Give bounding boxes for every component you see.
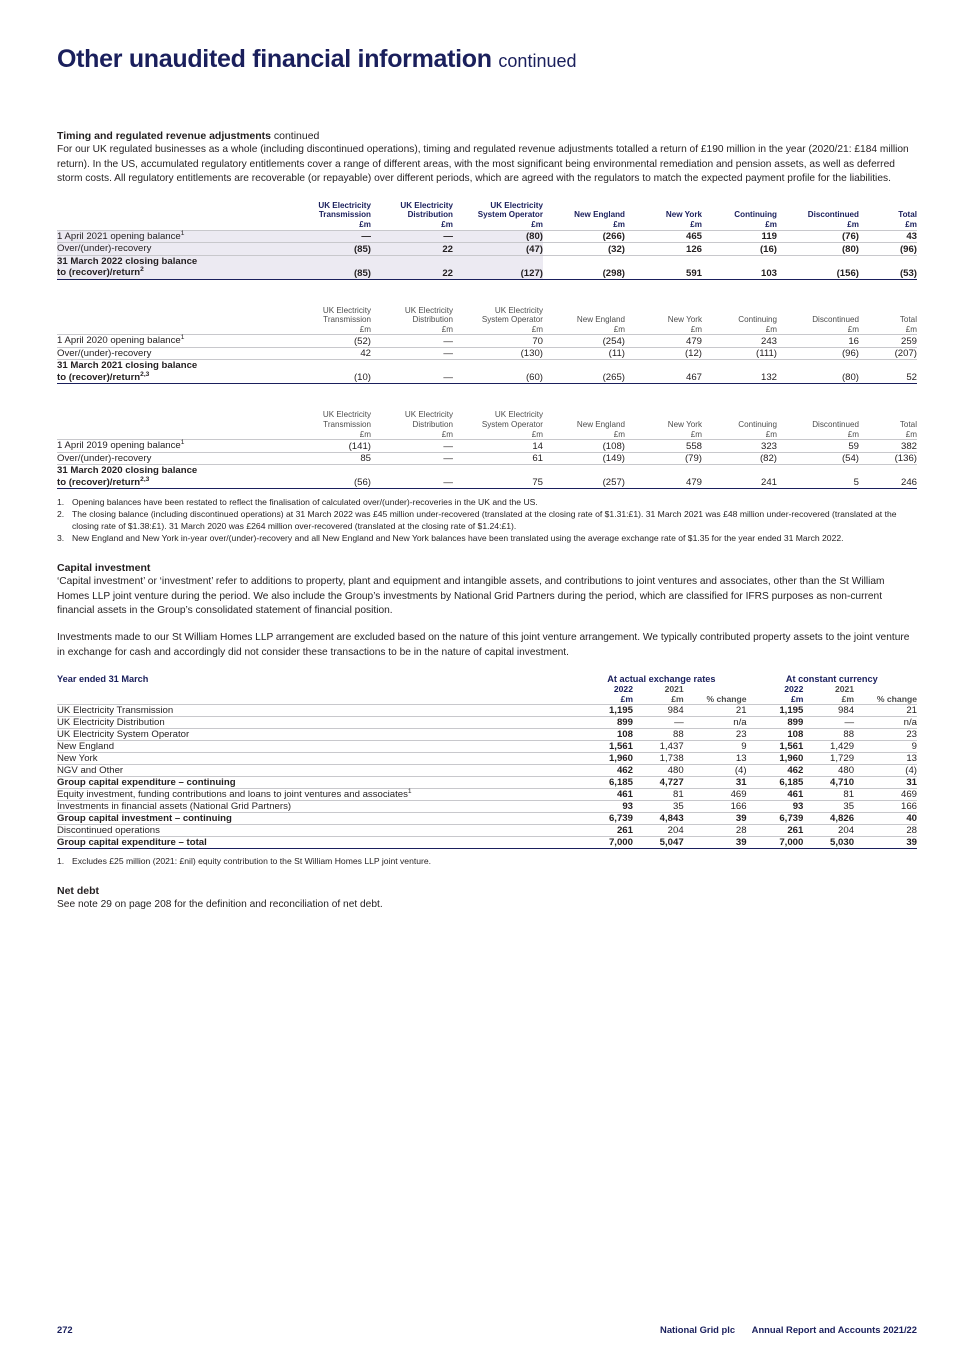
- row-value: 61: [453, 452, 543, 465]
- row-value: 108: [576, 729, 633, 741]
- table-2021-wrapper: [57, 306, 917, 385]
- hdr-l2: Total: [898, 210, 917, 220]
- net-debt-heading: Net debt: [57, 885, 99, 898]
- row-value: 21: [684, 705, 747, 717]
- row-value: 93: [747, 801, 804, 813]
- hdr-l3: £m: [613, 219, 625, 229]
- table-row: [57, 243, 917, 256]
- table-2020: [57, 410, 917, 489]
- row-label: UK Electricity Transmission: [57, 705, 576, 717]
- table-row-total: [57, 465, 917, 489]
- header-uk-electricity-transmission: [289, 201, 371, 230]
- row-value: 261: [576, 825, 633, 837]
- row-value: 1,437: [633, 741, 684, 753]
- row-value: (96): [777, 347, 859, 360]
- row-value: 469: [854, 789, 917, 801]
- header-blank: [57, 201, 289, 230]
- capital-subheader-2021-constant: 2021 £m: [834, 684, 855, 705]
- row-value: 35: [633, 801, 684, 813]
- footnote-item: [57, 532, 917, 544]
- row-value: 119: [702, 230, 777, 243]
- row-value: —: [371, 452, 453, 465]
- footnote-text: Excludes £25 million (2021: £nil) equity contribution to the St William Homes LLP joint venture.: [72, 856, 432, 867]
- row-value: —: [371, 440, 453, 453]
- capital-subheader-2022-constant: 2022 £m: [784, 684, 804, 705]
- footnote-text: New England and New York in-year over/(under)-recovery and all New England and New York balances have been translated using the average exchange rate of $1.35 for the year ended 31 March 2022.: [72, 533, 844, 544]
- row-value: —: [371, 230, 453, 243]
- header-blank: [57, 410, 289, 439]
- header-uk-electricity-transmission: UK Electricity Transmission £m: [322, 410, 371, 439]
- row-value: (265): [543, 360, 625, 384]
- row-value: 558: [625, 440, 702, 453]
- header-continuing: Continuing £m: [738, 419, 777, 439]
- row-value: 39: [684, 813, 747, 825]
- row-value: (141): [289, 440, 371, 453]
- row-label-sup: 2: [140, 265, 144, 273]
- capital-header-group-row: [57, 674, 917, 684]
- header-new-england: [543, 201, 625, 230]
- hdr-l2: Continuing: [734, 210, 777, 220]
- row-value: 108: [747, 729, 804, 741]
- page-title-main: Other unaudited financial information: [57, 45, 492, 73]
- row-value: 35: [803, 801, 854, 813]
- row-value: 85: [289, 452, 371, 465]
- row-value: 5,047: [633, 837, 684, 849]
- row-value: (56): [289, 465, 371, 489]
- row-label: Over/(under)-recovery: [57, 452, 289, 465]
- row-value: (80): [777, 243, 859, 256]
- header-new-england: New England £m: [576, 419, 625, 439]
- row-value: 70: [453, 335, 543, 348]
- row-value: (10): [289, 360, 371, 384]
- page-footer: [57, 1324, 917, 1335]
- hdr-l3: £m: [847, 219, 859, 229]
- row-value: 28: [854, 825, 917, 837]
- timing-heading-continued: continued: [273, 130, 320, 142]
- hdr-l1: UK Electricity: [318, 200, 371, 210]
- row-value: (266): [543, 230, 625, 243]
- row-value: 6,739: [576, 813, 633, 825]
- header-discontinued: Discontinued £m: [812, 315, 859, 334]
- capital-subheader-blank: [57, 684, 576, 705]
- row-label: New York: [57, 753, 576, 765]
- row-value: 1,195: [747, 705, 804, 717]
- row-value: 461: [747, 789, 804, 801]
- hdr-l3: £m: [359, 219, 371, 229]
- row-value: 469: [684, 789, 747, 801]
- row-value: 42: [289, 347, 371, 360]
- row-value: 1,960: [576, 753, 633, 765]
- row-value: 1,960: [747, 753, 804, 765]
- row-value: 88: [633, 729, 684, 741]
- table-row: [57, 753, 917, 765]
- row-value: 1,429: [803, 741, 854, 753]
- table-row-subtotal: [57, 813, 917, 825]
- row-value: 480: [803, 765, 854, 777]
- row-value: n/a: [854, 717, 917, 729]
- row-value: 1,561: [576, 741, 633, 753]
- row-value: (85): [289, 243, 371, 256]
- table-row-total: [57, 255, 917, 279]
- row-value: (111): [702, 347, 777, 360]
- header-uk-electricity-system-operator: UK Electricity System Operator £m: [481, 410, 543, 439]
- row-value: (96): [859, 243, 917, 256]
- footer-right: [646, 1324, 917, 1335]
- row-value: 75: [453, 465, 543, 489]
- footnote-text: Opening balances have been restated to reflect the finalisation of calculated over/(under)-recoveries in the UK and the US.: [72, 497, 538, 508]
- row-value: 479: [625, 335, 702, 348]
- header-uk-electricity-distribution: UK Electricity Distribution £m: [404, 305, 453, 334]
- row-value: —: [371, 335, 453, 348]
- row-value: 23: [684, 729, 747, 741]
- row-value: —: [371, 360, 453, 384]
- row-value: 166: [684, 801, 747, 813]
- row-value: 93: [576, 801, 633, 813]
- table-row: [57, 230, 917, 243]
- hdr-l2: New England: [574, 210, 625, 220]
- row-value: 5,030: [803, 837, 854, 849]
- row-value: 479: [625, 465, 702, 489]
- row-value: (16): [702, 243, 777, 256]
- row-value: 899: [747, 717, 804, 729]
- row-label: Group capital expenditure – total: [57, 837, 576, 849]
- header-new-york: New York £m: [667, 315, 702, 334]
- footnote-number: 3.: [57, 533, 65, 544]
- hdr-l2: New York: [665, 210, 702, 220]
- row-value: (32): [543, 243, 625, 256]
- row-value: (156): [777, 255, 859, 279]
- hdr-l2: Distribution: [407, 210, 453, 220]
- row-value: (79): [625, 452, 702, 465]
- row-value: 461: [576, 789, 633, 801]
- row-value: 31: [684, 777, 747, 789]
- row-value: (80): [777, 360, 859, 384]
- row-value: 7,000: [747, 837, 804, 849]
- row-value: 52: [859, 360, 917, 384]
- row-label: Equity investment, funding contributions and loans to joint ventures and associates$^1$: [57, 789, 576, 801]
- row-value: 899: [576, 717, 633, 729]
- row-value: 6,739: [747, 813, 804, 825]
- capital-group-actual: At actual exchange rates: [607, 674, 716, 685]
- page-content: [57, 45, 917, 913]
- table-row-total: [57, 837, 917, 849]
- row-value: 4,843: [633, 813, 684, 825]
- row-value: 43: [859, 230, 917, 243]
- table-row: [57, 705, 917, 717]
- header-continuing: Continuing £m: [738, 315, 777, 334]
- row-value: 14: [453, 440, 543, 453]
- capital-footnote: [57, 855, 917, 867]
- row-value: —: [289, 230, 371, 243]
- row-label: NGV and Other: [57, 765, 576, 777]
- header-total: Total £m: [899, 419, 917, 439]
- row-value: 28: [684, 825, 747, 837]
- row-value: 23: [854, 729, 917, 741]
- row-value: 465: [625, 230, 702, 243]
- row-value: 1,561: [747, 741, 804, 753]
- hdr-l3: £m: [765, 219, 777, 229]
- row-value: 241: [702, 465, 777, 489]
- row-value: 984: [803, 705, 854, 717]
- header-new-england: New England £m: [576, 315, 625, 334]
- page-title-continued: continued: [498, 51, 577, 71]
- row-value: (298): [543, 255, 625, 279]
- page-title: [57, 45, 917, 74]
- row-value: 13: [854, 753, 917, 765]
- row-value: 261: [747, 825, 804, 837]
- header-discontinued: [777, 201, 859, 230]
- row-value: 7,000: [576, 837, 633, 849]
- row-label: UK Electricity System Operator: [57, 729, 576, 741]
- row-label: UK Electricity Distribution: [57, 717, 576, 729]
- hdr-l2: Discontinued: [807, 210, 859, 220]
- hdr-l1: UK Electricity: [490, 200, 543, 210]
- capital-subheader-pct-actual: % change: [706, 694, 747, 705]
- row-value: 4,727: [633, 777, 684, 789]
- row-value: 6,185: [747, 777, 804, 789]
- row-value: 382: [859, 440, 917, 453]
- footnote-item: [57, 496, 917, 508]
- row-label: 31 March 2021 closing balance to (recover)/return$^{2,3}$: [57, 360, 289, 384]
- row-value: (85): [289, 255, 371, 279]
- header-new-york: [625, 201, 702, 230]
- row-value: 1,738: [633, 753, 684, 765]
- table-row: [57, 347, 917, 360]
- row-value: 246: [859, 465, 917, 489]
- table-row-subtotal: [57, 777, 917, 789]
- header-continuing: [702, 201, 777, 230]
- row-value: 103: [702, 255, 777, 279]
- row-label: Discontinued operations: [57, 825, 576, 837]
- table-row: [57, 825, 917, 837]
- row-value: (136): [859, 452, 917, 465]
- hdr-l3: £m: [441, 219, 453, 229]
- row-value: (11): [543, 347, 625, 360]
- timing-heading: [57, 130, 917, 142]
- row-value: 259: [859, 335, 917, 348]
- row-value: 591: [625, 255, 702, 279]
- row-value: 40: [854, 813, 917, 825]
- capital-paragraph-1: ‘Capital investment’ or ‘investment’ refer to additions to property, plant and equipment and intangible assets, and contributions to joint ventures and associates, other than the St William Homes LLP joint venture during the period. We also include the Group’s investments by National Grid Partners during the period, which are classified for IFRS purposes as non-current financial assets in the Group’s consolidated statement of financial position.: [57, 576, 885, 617]
- footnote-number: 1.: [57, 856, 65, 867]
- table-row: [57, 741, 917, 753]
- footnote-number: 2.: [57, 509, 65, 520]
- capital-subheader-pct-constant: % change: [876, 694, 917, 705]
- row-label: 31 March 2020 closing balance to (recover)/return$^{2,3}$: [57, 465, 289, 489]
- table-2022-wrapper: [57, 201, 917, 280]
- row-value: 1,195: [576, 705, 633, 717]
- footnote-number: 1.: [57, 497, 65, 508]
- header-uk-electricity-transmission: UK Electricity Transmission £m: [322, 305, 371, 334]
- capital-paragraph-2: Investments made to our St William Homes LLP arrangement are excluded based on the nature of this joint venture arrangement. We typically contributed property assets to the joint venture in exchange for cash and accordingly did not consider these transactions to be in the nature of capital investment.: [57, 631, 910, 658]
- row-value: —: [633, 717, 684, 729]
- capital-header-sub-row: [57, 684, 917, 705]
- table-row: [57, 717, 917, 729]
- row-value: 4,710: [803, 777, 854, 789]
- row-value: 81: [803, 789, 854, 801]
- row-label: New England: [57, 741, 576, 753]
- footnote-text: The closing balance (including discontinued operations) at 31 March 2022 was £45 million under-recovered (translated at the closing rate of $1.31:£1). 31 March 2021 was £48 million under-recovered (translated at the closing rate of $1.38:£1). 31 March 2020 was £264 million over-recovered (translated at the closing rate of $1.24:£1).: [72, 509, 897, 532]
- row-value: —: [803, 717, 854, 729]
- table-2020-header-row: [57, 410, 917, 439]
- hdr-l2: Transmission: [318, 210, 371, 220]
- row-value: 4,826: [803, 813, 854, 825]
- net-debt-paragraph: See note 29 on page 208 for the definition and reconciliation of net debt.: [57, 899, 383, 911]
- row-value: 21: [854, 705, 917, 717]
- row-value: (47): [453, 243, 543, 256]
- row-value: 243: [702, 335, 777, 348]
- row-value: (4): [854, 765, 917, 777]
- footer-report: Annual Report and Accounts 2021/22: [751, 1324, 917, 1335]
- header-discontinued: Discontinued £m: [812, 419, 859, 439]
- table-row: [57, 765, 917, 777]
- row-value: 6,185: [576, 777, 633, 789]
- row-value: 81: [633, 789, 684, 801]
- table-row: [57, 729, 917, 741]
- timing-footnotes: [57, 496, 917, 544]
- row-value: 462: [576, 765, 633, 777]
- timing-paragraph: For our UK regulated businesses as a whole (including discontinued operations), timing and regulated revenue adjustments totalled a return of £190 million in the year (2020/21: £184 million return). In the US, accumulated regulatory entitlements cover a range of different areas, with the most significant being environmental remediation and pension assets, as well as deferred storm costs. All regulatory entitlements are recoverable (or repayable) over different periods, which are agreed with the regulators to match the expected payment profile for the liabilities.: [57, 144, 909, 185]
- row-value: (60): [453, 360, 543, 384]
- row-value: 467: [625, 360, 702, 384]
- page-number: 272: [57, 1324, 73, 1335]
- row-value: (12): [625, 347, 702, 360]
- row-value: 59: [777, 440, 859, 453]
- row-value: 13: [684, 753, 747, 765]
- row-value: 5: [777, 465, 859, 489]
- hdr-l2: System Operator: [477, 210, 543, 220]
- table-2020-wrapper: [57, 410, 917, 489]
- table-2022: [57, 201, 917, 280]
- header-uk-electricity-distribution: [371, 201, 453, 230]
- capital-table-title: Year ended 31 March: [57, 674, 149, 685]
- row-value: 462: [747, 765, 804, 777]
- timing-heading-text: Timing and regulated revenue adjustments: [57, 130, 271, 142]
- capital-table-wrapper: [57, 674, 917, 849]
- row-value: 16: [777, 335, 859, 348]
- row-value: (127): [453, 255, 543, 279]
- row-value: (149): [543, 452, 625, 465]
- capital-investment-table: [57, 674, 917, 849]
- row-value: (82): [702, 452, 777, 465]
- row-value: (80): [453, 230, 543, 243]
- capital-subheader-2022-actual: 2022 £m: [613, 684, 633, 705]
- row-value: n/a: [684, 717, 747, 729]
- table-2021-header-row: [57, 306, 917, 335]
- row-value: 204: [803, 825, 854, 837]
- row-label: 1 April 2019 opening balance$^1$: [57, 440, 289, 453]
- row-label: Over/(under)-recovery: [57, 243, 289, 256]
- table-2021: [57, 306, 917, 385]
- hdr-l3: £m: [531, 219, 543, 229]
- table-2022-header-row: [57, 201, 917, 230]
- table-row: [57, 789, 917, 801]
- row-value: 22: [371, 255, 453, 279]
- header-new-york: New York £m: [667, 419, 702, 439]
- footer-company: National Grid plc: [660, 1324, 736, 1335]
- table-row: [57, 440, 917, 453]
- header-uk-electricity-system-operator: [453, 201, 543, 230]
- header-blank: [57, 306, 289, 335]
- row-value: 31: [854, 777, 917, 789]
- row-label: Investments in financial assets (National Grid Partners): [57, 801, 576, 813]
- header-total: [859, 201, 917, 230]
- row-value: 132: [702, 360, 777, 384]
- row-value: 166: [854, 801, 917, 813]
- table-row: [57, 801, 917, 813]
- row-value: 39: [684, 837, 747, 849]
- row-value: 22: [371, 243, 453, 256]
- footnote-item: [57, 508, 917, 532]
- row-value: (130): [453, 347, 543, 360]
- header-uk-electricity-distribution: UK Electricity Distribution £m: [404, 410, 453, 439]
- table-row: [57, 335, 917, 348]
- row-value: 984: [633, 705, 684, 717]
- row-value: (254): [543, 335, 625, 348]
- row-value: (108): [543, 440, 625, 453]
- row-value: (53): [859, 255, 917, 279]
- row-label: 31 March 2022 closing balance to (recover)/return$^2$: [57, 255, 289, 279]
- row-value: (257): [543, 465, 625, 489]
- header-total: Total £m: [899, 315, 917, 334]
- row-value: 88: [803, 729, 854, 741]
- row-value: (54): [777, 452, 859, 465]
- row-label-sup: 1: [407, 787, 412, 795]
- capital-subheader-2021-actual: 2021 £m: [664, 684, 684, 705]
- row-value: 323: [702, 440, 777, 453]
- row-value: —: [371, 465, 453, 489]
- row-label: Over/(under)-recovery: [57, 347, 289, 360]
- row-value: (4): [684, 765, 747, 777]
- hdr-l3: £m: [690, 219, 702, 229]
- header-uk-electricity-system-operator: UK Electricity System Operator £m: [481, 305, 543, 334]
- row-label-sup: 1: [180, 229, 185, 237]
- row-value: 204: [633, 825, 684, 837]
- row-label: 1 April 2020 opening balance$^1$: [57, 335, 289, 348]
- row-value: 126: [625, 243, 702, 256]
- hdr-l1: UK Electricity: [400, 200, 453, 210]
- row-value: 9: [684, 741, 747, 753]
- hdr-l3: £m: [905, 219, 917, 229]
- row-label: 1 April 2021 opening balance$^1$: [57, 230, 289, 243]
- row-value: (76): [777, 230, 859, 243]
- table-row: [57, 452, 917, 465]
- row-label: Group capital expenditure – continuing: [57, 777, 576, 789]
- capital-investment-heading: Capital investment: [57, 562, 151, 575]
- row-value: (52): [289, 335, 371, 348]
- row-value: (207): [859, 347, 917, 360]
- row-value: 480: [633, 765, 684, 777]
- table-row-total: [57, 360, 917, 384]
- row-value: —: [371, 347, 453, 360]
- row-label: Group capital investment – continuing: [57, 813, 576, 825]
- row-value: 39: [854, 837, 917, 849]
- row-value: 9: [854, 741, 917, 753]
- row-value: 1,729: [803, 753, 854, 765]
- capital-group-constant: At constant currency: [785, 674, 878, 685]
